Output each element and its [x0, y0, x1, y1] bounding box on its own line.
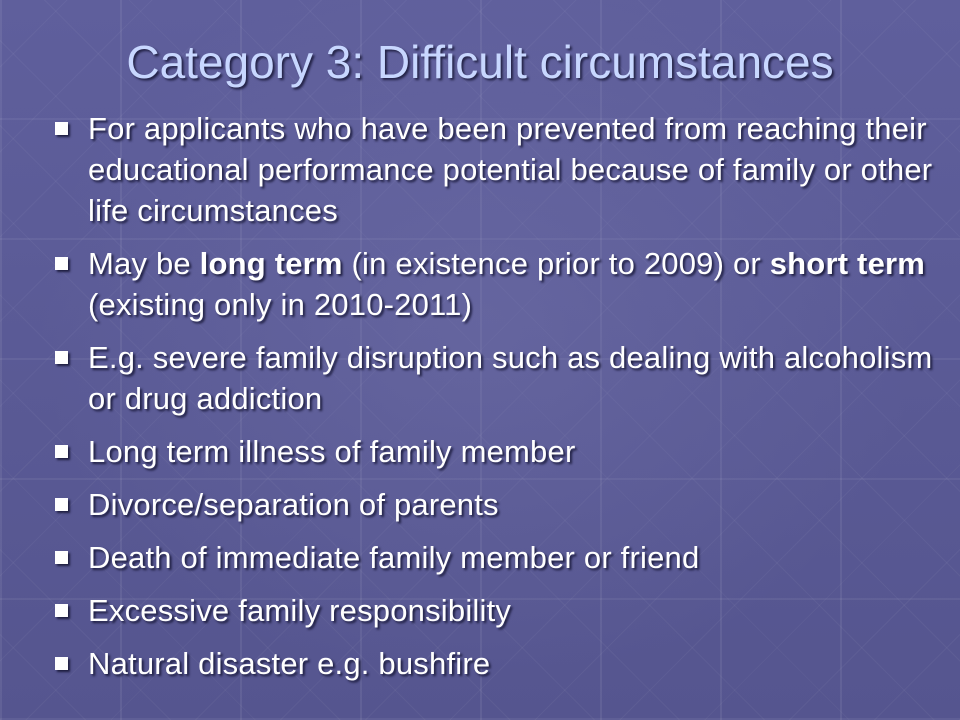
bullet-item	[55, 484, 935, 525]
bullet-item	[55, 108, 935, 231]
bullet-item	[55, 590, 935, 631]
square-bullet-icon	[55, 498, 68, 511]
bullet-text-bold: short term	[769, 246, 926, 281]
square-bullet-icon	[55, 445, 68, 458]
bullet-text: Death of immediate family member or friend	[88, 540, 700, 575]
bullet-text-bold: long term	[199, 246, 343, 281]
bullet-item	[55, 537, 935, 578]
bullet-text: Natural disaster e.g. bushfire	[88, 646, 491, 681]
square-bullet-icon	[55, 351, 68, 364]
slide-title: Category 3: Difficult circumstances	[126, 36, 834, 88]
bullet-text: Long term illness of family member	[88, 434, 576, 469]
bullet-item	[55, 431, 935, 472]
bullet-text: E.g. severe family disruption such as dealing with alcoholism or drug addiction	[88, 340, 933, 416]
bullet-list	[55, 108, 935, 696]
bullet-text: May be	[88, 246, 200, 281]
square-bullet-icon	[55, 257, 68, 270]
bullet-item	[55, 337, 935, 419]
bullet-text: (in existence prior to 2009) or	[342, 246, 770, 281]
bullet-text: For applicants who have been prevented from reaching their educational performance potential because of family or other life circumstances	[88, 111, 933, 228]
bullet-text: (existing only in 2010-2011)	[88, 287, 473, 322]
bullet-text: Divorce/separation of parents	[88, 487, 499, 522]
bullet-item	[55, 643, 935, 684]
square-bullet-icon	[55, 657, 68, 670]
square-bullet-icon	[55, 122, 68, 135]
square-bullet-icon	[55, 604, 68, 617]
square-bullet-icon	[55, 551, 68, 564]
bullet-item	[55, 243, 935, 325]
bullet-text: Excessive family responsibility	[88, 593, 512, 628]
